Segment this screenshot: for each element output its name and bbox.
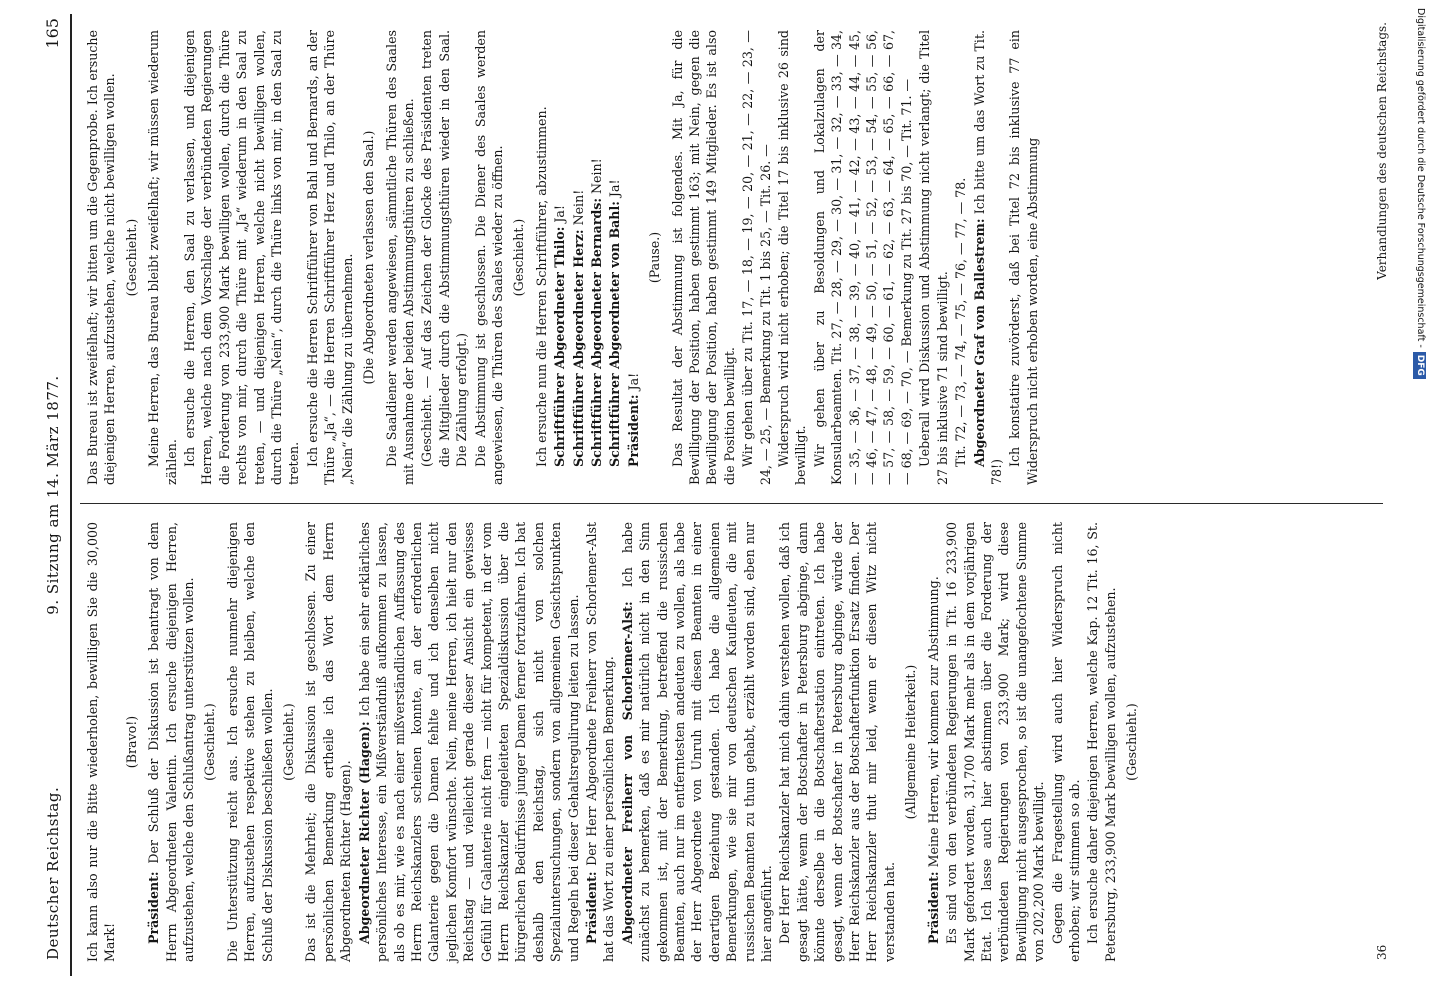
paragraph-text: Die Saaldiener werden angewiesen, sämmtliche Thüren des Saales mit Ausnahme der beiden Abstimmungsthüren zu schließen.	[383, 30, 416, 485]
paragraph-text: Ich ersuche die Herren Schriftführer von Bahl und Bernards, an der Thüre „Ja“, — die Herren Schriftführer Herz und Thilo, an der Thüre „Nein“ die Zählung zu übernehmen.	[304, 30, 355, 485]
paragraph	[304, 30, 356, 485]
paragraph-text: Gegen die Fragestellung wird auch hier Widerspruch nicht erhoben; wir stimmen so ab.	[1049, 522, 1082, 962]
paragraph-text: Es sind von den verbündeten Regierungen in Tit. 16 233,900 Mark gefordert worden, 31,700 Mark mehr als in dem vorjährigen Etat. Ich lasse auch hier abstimmen über die Forderung der verbündeten Regierungen von 233,900 Mark; wird diese Bewilligung nicht ausgesprochen, so ist die unangefochtene Summe von 202,200 Mark bewilligt.	[944, 522, 1047, 962]
paragraph	[583, 522, 618, 962]
paragraph-text: Tit. 72, — 73, — 74, — 75, — 76, — 77, — 78.	[953, 177, 969, 467]
paragraph-text: Wir gehen über zu Besoldungen und Lokalzulagen der Konsularbeamten. Tit. 27, — 28, — 29, — 30, — 31, — 32, — 33, — 34, — 35, — 36, — 37, — 38, — 39, — 40, — 41, — 42, — 43, — 44, — 45, — 46, — 47, — 48, — 49, — 50, — 51, — 52, — 53, — 54, — 55, — 56, — 57, — 58, — 59, — 60, — 61, — 62, — 63, — 64, — 65, — 66, — 67, — 68, — 69, — 70, — Bemerkung zu Tit. 27 bis 70, — Tit. 71. —	[811, 30, 914, 485]
paragraph	[224, 522, 276, 962]
speaker-name: Abgeordneter Richter (Hagen):	[356, 721, 372, 944]
stage-direction	[280, 522, 297, 962]
paragraph	[1049, 522, 1084, 962]
stage-direction	[646, 30, 663, 485]
paragraph	[533, 30, 550, 485]
paragraph	[551, 30, 568, 485]
speaker-name: Schriftführer Abgeordneter Bernards:	[588, 197, 604, 467]
right-column	[84, 30, 1042, 485]
speaker-name: Schriftführer Abgeordneter Herz:	[570, 229, 586, 467]
stage-direction	[123, 30, 140, 485]
stage-direction	[123, 522, 140, 962]
paragraph-text: Das Resultat der Abstimmung ist folgendes. Mit Ja, für die Bewilligung der Position, haben gestimmt 163; mit Nein, gegen die Bewilligung der Position, haben gestimmt 149 Mitglieder. Es ist also die Position bewilligt.	[669, 30, 737, 485]
dfg-credit-strip	[1412, 8, 1428, 988]
paragraph	[588, 30, 605, 485]
paragraph	[84, 30, 119, 485]
paragraph-text: (Geschieht.)	[202, 703, 218, 781]
paragraph-text: (Geschieht. — Auf das Zeichen der Glocke des Präsidenten treten die Mitglieder durch die Abstimmungsthüren wieder in den Saal. Die Zählung erfolgt.)	[419, 30, 470, 467]
paragraph	[952, 30, 969, 485]
paragraph-text: Ich bitte um das Wort zu Tit. 78!)	[971, 29, 1004, 485]
speaker-name: Schriftführer Abgeordneter Thilo:	[552, 226, 568, 467]
paragraph	[775, 30, 810, 485]
paragraph	[739, 30, 774, 485]
paragraph	[356, 522, 582, 962]
paragraph-text: (Bravo!)	[123, 715, 139, 769]
paragraph	[1084, 522, 1119, 962]
paragraph	[181, 30, 303, 485]
paragraph	[669, 30, 739, 485]
paragraph-text: Ich ersuche daher diejenigen Herren, welche Kap. 12 Tit. 16, St. Petersburg, 233,900 Mark bewilligen wollen, aufzustehen.	[1085, 522, 1118, 962]
paragraph-text: Ich ersuche die Herren, den Saal zu verlassen, und diejenigen Herren, welche nach dem Vorschlage der verbündeten Regierungen die Forderung von 233,900 Mark bewilligen wollen, durch die Thüre rechts von mir, durch die Thüre mit „Ja“ wiederum in den Saal zu treten, — und diejenigen Herren, welche nicht bewilligen wollen, durch die Thüre „Nein“, durch die Thüre links von mir, in den Saal zu treten.	[182, 30, 302, 485]
paragraph-text: (Die Abgeordneten verlassen den Saal.)	[361, 130, 377, 385]
paragraph-text: Meine Herren, wir kommen zur Abstimmung.	[925, 576, 941, 872]
paragraph-text: Wir gehen über zu Tit. 17, — 18, — 19, — 20, — 21, — 22, — 23, — 24, — 25, — Bemerkung zu Tit. 1 bis 25, — Tit. 26. —	[740, 30, 773, 485]
stage-direction	[360, 30, 377, 485]
stage-direction	[902, 522, 919, 962]
paragraph-text: (Geschieht.)	[281, 703, 297, 781]
paragraph	[625, 30, 642, 485]
paragraph	[916, 30, 951, 485]
paragraph-text: (Allgemeine Heiterkeit.)	[903, 664, 919, 820]
column-divider	[80, 503, 1383, 504]
paragraph	[418, 30, 470, 485]
paragraph-text: Ueberall wird Diskussion und Abstimmung nicht verlangt; die Titel 27 bis inklusive 71 sind bewilligt.	[917, 30, 950, 485]
page-header	[28, 14, 72, 976]
speaker-name: Präsident:	[925, 871, 941, 944]
speaker-name: Präsident:	[583, 871, 599, 944]
left-column	[84, 522, 1146, 962]
paragraph	[943, 522, 1047, 962]
speaker-name: Präsident:	[146, 871, 162, 944]
speaker-name: Schriftführer Abgeordneter von Bahl:	[607, 201, 623, 467]
speaker-name: Abgeordneter Graf von Ballestrem:	[971, 218, 987, 467]
paragraph-text: Nein!	[570, 189, 586, 230]
credit-text: Digitalisierung gefördert durch die Deutsche Forschungsgemeinschaft -	[1415, 8, 1426, 348]
paragraph-text: (Pause.)	[647, 231, 663, 284]
paragraph-text: Meine Herren, das Bureau bleibt zweifelhaft; wir müssen wiederum zählen.	[146, 30, 179, 485]
paragraph-text: Das ist die Mehrheit; die Diskussion ist geschlossen. Zu einer persönlichen Bemerkung ertheile ich das Wort dem Herrn Abgeordneten Richter (Hagen).	[303, 522, 354, 962]
paragraph-text: Nein!	[588, 158, 604, 198]
paragraph	[619, 522, 776, 962]
paragraph-text: Die Abstimmung ist geschlossen. Die Diener des Saales werden angewiesen, die Thüren des Saales wieder zu öffnen.	[472, 30, 505, 485]
paragraph	[570, 30, 587, 485]
paragraph	[84, 522, 119, 962]
dfg-logo: DFG	[1413, 352, 1426, 379]
paragraph-text: (Geschieht.)	[123, 218, 139, 297]
page-number: 165	[43, 18, 62, 49]
paragraph	[606, 30, 623, 485]
stage-direction	[510, 30, 527, 485]
scanned-page	[10, 0, 1395, 1000]
paragraph-text: Ja!	[552, 205, 568, 227]
stage-direction	[201, 522, 218, 962]
paragraph	[472, 30, 507, 485]
paragraph-text: Widerspruch wird nicht erhoben; die Titel 17 bis inklusive 26 sind bewilligt.	[776, 30, 809, 485]
paragraph-text: Die Unterstützung reicht aus. Ich ersuche nunmehr diejenigen Herren, aufzustehen respektive stehen zu bleiben, welche den Schluß der Diskussion beschließen wollen.	[224, 522, 275, 962]
paragraph-text: Ich habe zunächst zu bemerken, daß es mir natürlich nicht in den Sinn gekommen ist, mit der Bemerkung, betreffend die russischen Beamten, auch nur im entferntesten andeuten zu wollen, als habe der Herr Abgeordnete von Unruh mit diesen Beamten in einer derartigen Beziehung gestanden. Ich habe die allgemeinen Bemerkungen, wie sie mir von deutschen Kaufleuten, die mit russischen Beamten zu thun gehabt, erzählt worden sind, eben nur hier angeführt.	[619, 522, 775, 962]
paragraph	[925, 522, 942, 962]
credit-line	[1412, 8, 1428, 988]
paragraph-text: Ich konstatire zuvörderst, daß bei Titel 72 bis inklusive 77 ein Widerspruch nicht erhoben worden, eine Abstimmung	[1007, 30, 1040, 485]
sheet-number: 36	[1375, 944, 1389, 960]
paragraph-text: Ich kann also nur die Bitte wiederholen, bewilligen Sie die 30,000 Mark!	[85, 522, 118, 962]
paragraph-text: Ich habe ein sehr erklärliches persönliches Interesse, ein Mißverständniß aufkommen zu lassen, als ob es mir, wie es nach einer mißverständlichen Auffassung des Herrn Reichskanzlers scheinen konnte, an der erforderlichen Galanterie gegen die Damen fehlte und ich denselben nicht jeglichen Komfort wünschte. Nein, meine Herren, ich hielt nur den Reichstag — und vielleicht gerade dieser Ansicht ein gewisses Gefühl für Galanterie nicht fern — nicht für kompetent, in der vom Herrn Reichskanzler eingeleiteten Spezialdiskussion über die bürgerlichen Bedürfnisse junger Damen ferner fortzufahren. Ich bat deshalb den Reichstag, sich nicht von solchen Spezialuntersuchungen, sondern von allgemeinen Gesichtspunkten und Regeln bei dieser Gehaltsregulirung leiten zu lassen.	[356, 522, 581, 962]
paragraph-text: Das Bureau ist zweifelhaft; wir bitten um die Gegenprobe. Ich ersuche diejenigen Herren, aufzustehen, welche nicht bewilligen wollen.	[85, 30, 118, 485]
session-title: 9. Sitzung am 14. März 1877.	[44, 375, 62, 615]
speaker-name: Abgeordneter Freiherr von Schorlemer-Alst:	[619, 601, 635, 944]
paragraph-text: Ja!	[607, 179, 623, 202]
paragraph	[302, 522, 354, 962]
paragraph-text: Der Herr Reichskanzler hat mich dahin verstehen wollen, daß ich gesagt hätte, wenn der Botschafter in Petersburg abginge, dann könnte derselbe in die Botschafterstation eintreten. Ich habe gesagt, wenn der Botschafter in Petersburg abginge, würde der Herr Reichskanzler aus der Botschafterfunktion Ersatz finden. Der Herr Reichskanzler thut mir leid, wenn er diesen Witz nicht verstanden hat.	[777, 522, 897, 962]
paragraph	[1006, 30, 1041, 485]
paragraph	[776, 522, 898, 962]
paragraph	[145, 522, 197, 962]
paragraph-text: (Geschieht.)	[511, 218, 527, 297]
paragraph-text: (Geschieht.)	[1124, 703, 1140, 781]
paragraph	[971, 30, 1006, 485]
stage-direction	[1123, 522, 1140, 962]
paragraph-text: Der Herr Abgeordnete Freiherr von Schorlemer-Alst hat das Wort zu einer persönlichen Bemerkung.	[583, 522, 617, 962]
paragraph-text: Der Schluß der Diskussion ist beantragt von dem Herrn Abgeordneten Valentin. Ich ersuche diejenigen Herren, aufzustehen, welche den Schlußantrag unterstützen wollen.	[146, 522, 197, 962]
paragraph	[383, 30, 418, 485]
paragraph-text: Ja!	[625, 372, 641, 395]
printer-signature: Verhandlungen des deutschen Reichstags.	[1375, 22, 1389, 280]
paragraph	[811, 30, 915, 485]
speaker-name: Präsident:	[625, 394, 641, 467]
running-title: Deutscher Reichstag.	[44, 786, 62, 960]
paragraph-text: Ich ersuche nun die Herren Schriftführer, abzustimmen.	[533, 106, 549, 467]
paragraph	[145, 30, 180, 485]
